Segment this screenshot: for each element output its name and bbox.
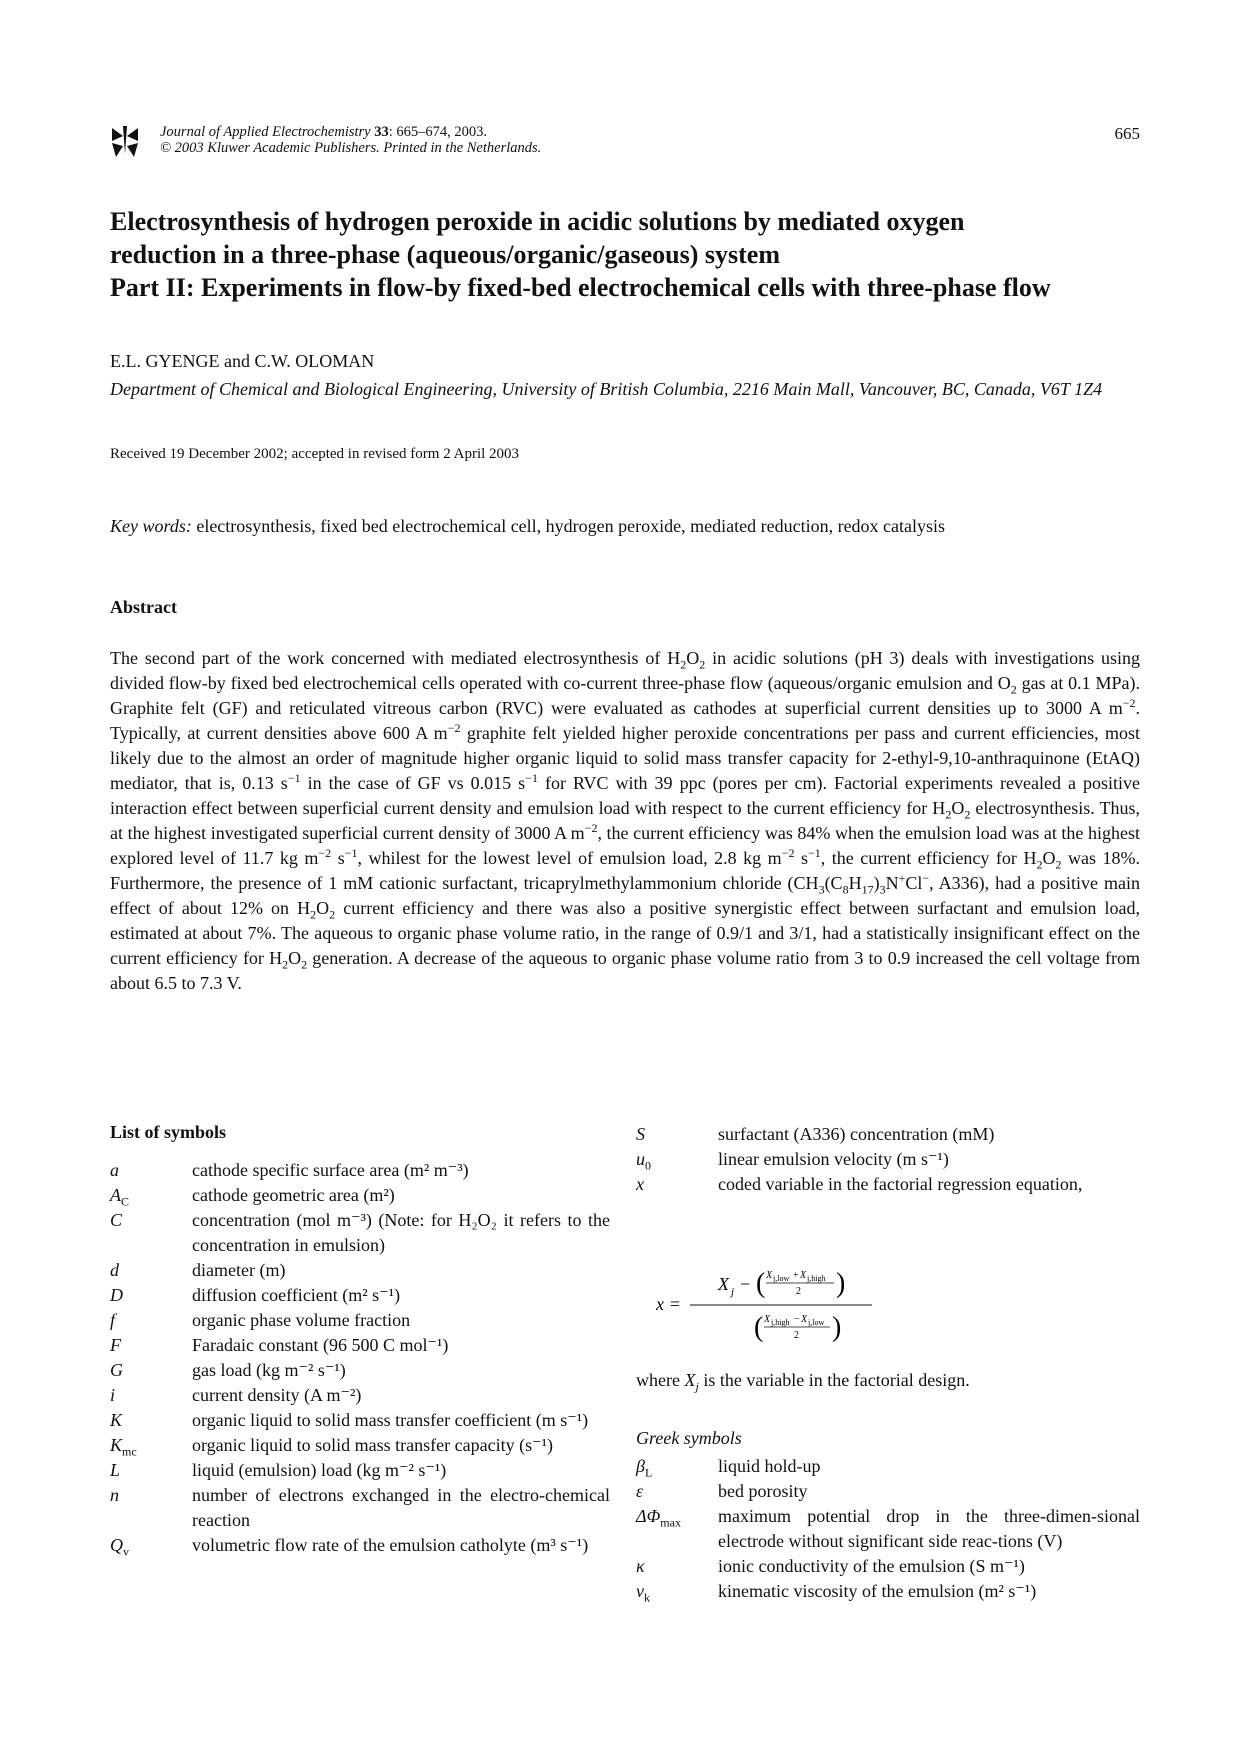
symbol-row bbox=[110, 1158, 610, 1183]
svg-text:j,high: j,high bbox=[771, 1318, 790, 1327]
symbol: G bbox=[110, 1360, 123, 1380]
symbol-definition: cathode geometric area (m²) bbox=[192, 1185, 395, 1205]
svg-text:x: x bbox=[656, 1294, 664, 1314]
symbol-definition: organic phase volume fraction bbox=[192, 1310, 411, 1330]
svg-text:2: 2 bbox=[794, 1330, 799, 1341]
formula-note: where $X_j$ is the variable in the factorial design. bbox=[636, 1370, 970, 1394]
svg-text:X: X bbox=[801, 1314, 808, 1325]
symbol-definition: organic liquid to solid mass transfer capacity (s⁻¹) bbox=[192, 1435, 553, 1455]
symbol-definition: maximum potential drop in the three-dimen-sional electrode without significant side reac-tions (V) bbox=[718, 1506, 1140, 1551]
svg-text:): ) bbox=[836, 1268, 846, 1299]
symbol-definition: diameter (m) bbox=[192, 1260, 286, 1280]
symbol-definition: cathode specific surface area (m² m⁻³) bbox=[192, 1160, 469, 1180]
svg-text:=: = bbox=[670, 1294, 681, 1314]
svg-text:j,high: j,high bbox=[807, 1274, 826, 1283]
svg-text:): ) bbox=[832, 1312, 842, 1343]
symbol-row bbox=[636, 1122, 1140, 1147]
symbol: $Q_v$ bbox=[110, 1535, 129, 1559]
symbol-row bbox=[636, 1504, 1140, 1554]
symbol-definition: surfactant (A336) concentration (mM) bbox=[718, 1124, 995, 1144]
symbol-row bbox=[110, 1358, 610, 1383]
symbol-row bbox=[636, 1579, 1140, 1604]
symbol-row bbox=[636, 1554, 1140, 1579]
symbols-list-left bbox=[110, 1158, 610, 1558]
symbol: a bbox=[110, 1160, 119, 1180]
symbol-row bbox=[110, 1258, 610, 1283]
symbol-definition: coded variable in the factorial regression equation, bbox=[718, 1174, 1083, 1194]
svg-text:j,low: j,low bbox=[808, 1318, 825, 1327]
journal-citation: Journal of Applied Electrochemistry 33: 665–674, 2003. © 2003 Kluwer Academic Publishers. Printed in the Netherlands. bbox=[160, 124, 542, 156]
svg-text:+: + bbox=[793, 1270, 799, 1281]
symbol-definition: number of electrons exchanged in the electro-chemical reaction bbox=[192, 1485, 610, 1530]
svg-text:X: X bbox=[718, 1274, 729, 1294]
symbol-definition: linear emulsion velocity (m s⁻¹) bbox=[718, 1149, 949, 1169]
svg-text:X: X bbox=[766, 1270, 773, 1281]
symbol: n bbox=[110, 1485, 119, 1505]
symbols-heading: List of symbols bbox=[110, 1122, 227, 1142]
symbol-row bbox=[110, 1408, 610, 1433]
symbol: L bbox=[110, 1460, 121, 1480]
symbol-row bbox=[110, 1533, 610, 1558]
symbol: C bbox=[110, 1210, 123, 1230]
svg-text:−: − bbox=[740, 1274, 751, 1294]
symbol-definition: liquid hold-up bbox=[718, 1456, 821, 1476]
svg-text:X: X bbox=[800, 1270, 807, 1281]
symbol-definition: liquid (emulsion) load (kg m⁻² s⁻¹) bbox=[192, 1460, 447, 1480]
svg-text:(: ( bbox=[756, 1268, 766, 1299]
svg-text:2: 2 bbox=[796, 1286, 801, 1297]
symbol: $A_C$ bbox=[110, 1185, 130, 1209]
symbol: $K_{mc}$ bbox=[110, 1435, 137, 1459]
symbol: $\beta_L$ bbox=[636, 1456, 653, 1480]
symbol-row bbox=[110, 1458, 610, 1483]
symbol-row bbox=[110, 1208, 610, 1258]
svg-text:−: − bbox=[794, 1314, 800, 1325]
keywords: Key words: electrosynthesis, fixed bed electrochemical cell, hydrogen peroxide, mediated reduction, redox catalysis bbox=[110, 516, 946, 536]
symbol-row bbox=[110, 1383, 610, 1408]
symbol-row bbox=[636, 1172, 1140, 1197]
symbol-definition: gas load (kg m⁻² s⁻¹) bbox=[192, 1360, 346, 1380]
affiliation: Department of Chemical and Biological Engineering, University of British Columbia, 2216 Main Mall, Vancouver, BC, Canada, V6T 1Z4 bbox=[110, 379, 1103, 399]
svg-text:j,low: j,low bbox=[773, 1274, 790, 1283]
received-dates: Received 19 December 2002; accepted in revised form 2 April 2003 bbox=[110, 446, 520, 462]
symbol: $\Delta\Phi_{max}$ bbox=[636, 1506, 681, 1530]
svg-text:j: j bbox=[731, 1286, 735, 1298]
symbol-row bbox=[110, 1308, 610, 1333]
symbol: f bbox=[110, 1310, 116, 1330]
symbol: x bbox=[636, 1174, 644, 1194]
greek-symbols-list bbox=[636, 1454, 1140, 1604]
symbol-row bbox=[636, 1454, 1140, 1479]
symbol-row bbox=[636, 1147, 1140, 1172]
authors: E.L. GYENGE and C.W. OLOMAN bbox=[110, 351, 375, 371]
symbol-definition: Faradaic constant (96 500 C mol⁻¹) bbox=[192, 1335, 449, 1355]
symbol-definition: concentration (mol m⁻³) (Note: for H₂O₂ it refers to the concentration in emulsion) bbox=[192, 1210, 610, 1255]
paper-title: Electrosynthesis of hydrogen peroxide in acidic solutions by mediated oxygen reduction in a three-phase (aqueous/organic/gaseous) system Part II: Experiments in flow-by fixed-bed electrochemical cells with three-phase flow bbox=[110, 207, 1051, 302]
symbol-definition: ionic conductivity of the emulsion (S m⁻¹) bbox=[718, 1556, 1025, 1576]
symbol-row bbox=[110, 1483, 610, 1533]
symbol: κ bbox=[636, 1556, 645, 1576]
symbol-row bbox=[110, 1333, 610, 1358]
symbols-list-right bbox=[636, 1122, 1140, 1197]
symbol-row bbox=[636, 1479, 1140, 1504]
publisher-logo-icon bbox=[110, 124, 140, 158]
svg-text:X: X bbox=[764, 1314, 771, 1325]
symbol: $\nu_k$ bbox=[636, 1581, 650, 1605]
symbol: S bbox=[636, 1124, 645, 1144]
journal-header bbox=[110, 124, 1140, 164]
symbol: K bbox=[110, 1410, 123, 1430]
page-number: 665 bbox=[1114, 124, 1140, 143]
symbol: i bbox=[110, 1385, 116, 1405]
symbol: ε bbox=[636, 1481, 644, 1501]
coded-variable-formula bbox=[656, 1260, 876, 1350]
greek-symbols-heading: Greek symbols bbox=[636, 1428, 742, 1448]
symbol-definition: bed porosity bbox=[718, 1481, 808, 1501]
symbol: d bbox=[110, 1260, 119, 1280]
symbol-row bbox=[110, 1183, 610, 1208]
abstract-heading: Abstract bbox=[110, 597, 177, 617]
symbol-definition: current density (A m⁻²) bbox=[192, 1385, 362, 1405]
abstract-text: The second part of the work concerned with mediated electrosynthesis of $H_2O_2$ in acidic solutions (pH 3) deals with investigations using divided flow-by fixed bed electrochemical cells operated with co-current three-phase flow (aqueous/organic emulsion and $O_2$ gas at 0.1 MPa). Graphite felt (GF) and reticulated vitreous carbon (RVC) were evaluated as cathodes at superficial current densities up to 3000 A $m^{-2}$. Typically, at current densities above 600 A $m^{-2}$ graphite felt yielded higher peroxide concentrations per pass and current efficiencies, most likely due to the almost an order of magnitude higher organic liquid to solid mass transfer capacity for 2-ethyl-9,10-anthraquinone (EtAQ) mediator, that is, 0.13 $s^{-1}$ in the case of GF vs 0.015 $s^{-1}$ for RVC with 39 ppc (pores per cm). Factorial experiments revealed a positive interaction effect between superficial current density and emulsion load with respect to the current efficiency for $H_2O_2$ electrosynthesis. Thus, at the highest investigated superficial current density of 3000 A $m^{-2}$, the current efficiency was 84% when the emulsion load was at the highest explored level of 11.7 kg $m^{-2}$ $s^{-1}$, whilest for the lowest level of emulsion load, 2.8 kg $m^{-2}$ $s^{-1}$, the current efficiency for $H_2O_2$ was 18%. Furthermore, the presence of 1 mM cationic surfactant, tricaprylmethylammonium chloride ($CH_3(C_8H_{17})_3N^+Cl^-$, A336), had a positive main effect of about 12% on $H_2O_2$ current efficiency and there was also a positive synergistic effect between surfactant and emulsion load, estimated at about 7%. The aqueous to organic phase volume ratio, in the range of 0.9/1 and 3/1, had a statistically insignificant effect on the current efficiency for $H_2O_2$ generation. A decrease of the aqueous to organic phase volume ratio from 3 to 0.9 increased the cell voltage from about 6.5 to 7.3 V. bbox=[110, 648, 1141, 993]
symbol: D bbox=[110, 1285, 123, 1305]
symbol: F bbox=[110, 1335, 121, 1355]
symbol-definition: volumetric flow rate of the emulsion catholyte (m³ s⁻¹) bbox=[192, 1535, 589, 1555]
symbol-row bbox=[110, 1433, 610, 1458]
symbol-definition: kinematic viscosity of the emulsion (m² s⁻¹) bbox=[718, 1581, 1037, 1601]
symbol: $u_0$ bbox=[636, 1149, 651, 1173]
symbol-definition: organic liquid to solid mass transfer coefficient (m s⁻¹) bbox=[192, 1410, 589, 1430]
svg-text:(: ( bbox=[754, 1312, 764, 1343]
symbol-definition: diffusion coefficient (m² s⁻¹) bbox=[192, 1285, 401, 1305]
symbol-row bbox=[110, 1283, 610, 1308]
